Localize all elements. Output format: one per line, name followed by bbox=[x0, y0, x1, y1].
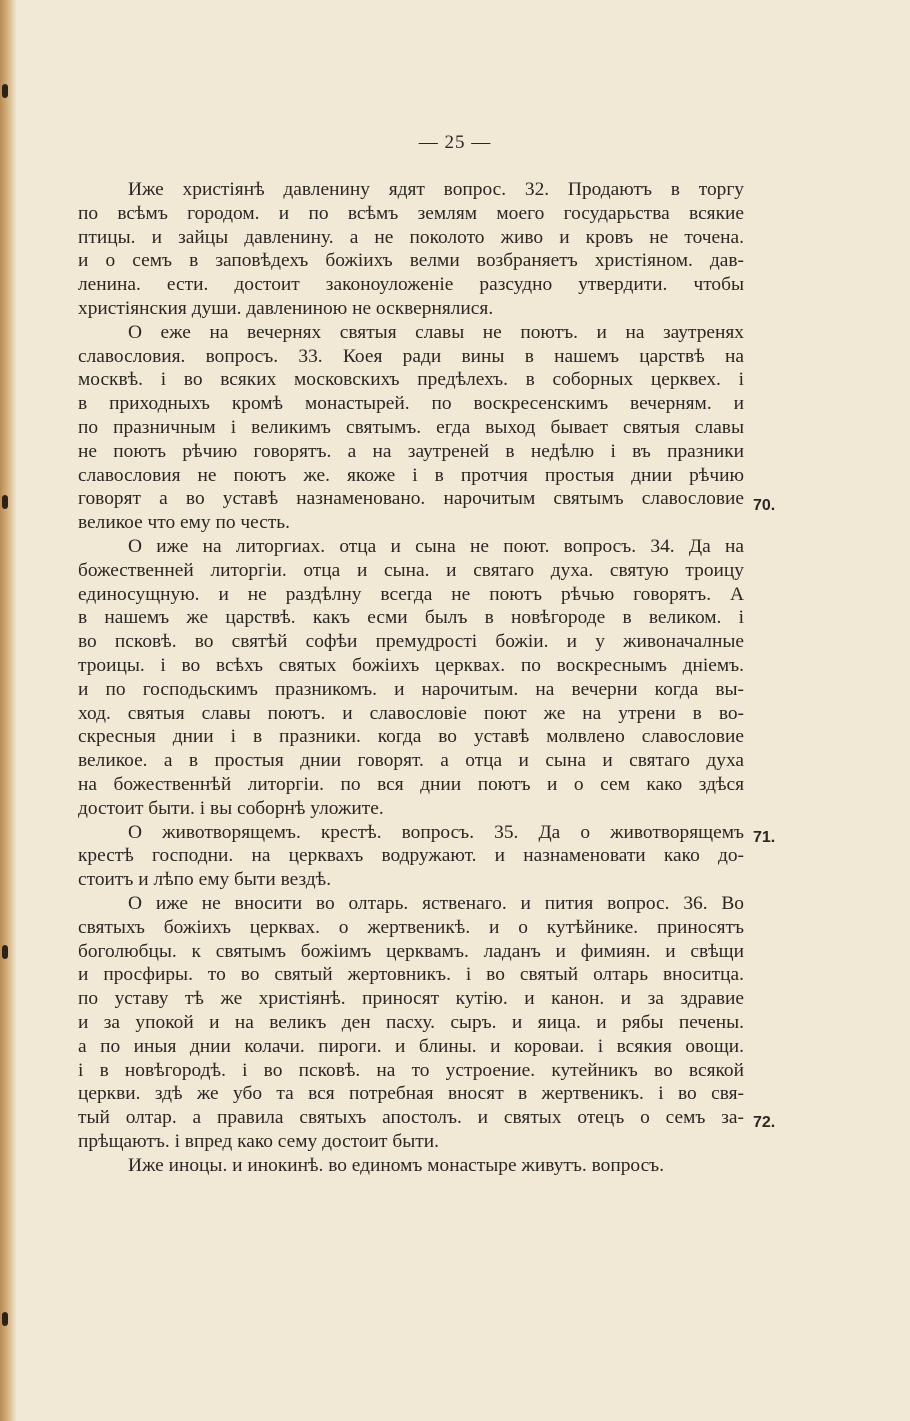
text-line: крестѣ господни. на церквахъ водружают. и назнаменовати како до- bbox=[78, 845, 744, 867]
text-line: О иже на литоргиах. отца и сына не поют. вопросъ. 34. Да на bbox=[128, 536, 744, 557]
text-line: великое что ему по честь. bbox=[78, 512, 290, 534]
text-line: птицы. и зайцы давленину. а не поколото живо и кровъ не точена. bbox=[78, 226, 744, 248]
text-line: говорят а во уставѣ назнаменовано. нарочитым святымъ славословие bbox=[78, 488, 744, 510]
text-line: и за упокой и на великъ ден пасху. сыръ. и яица. и рябы печены. bbox=[78, 1012, 744, 1033]
text-line: боголюбцы. к святымъ божiимъ церквамъ. ладанъ и фимиян. и свѣщи bbox=[78, 940, 744, 962]
text-line: ленина. ести. достоит законоуложенiе разсудно утвердити. чтобы bbox=[78, 274, 744, 296]
text-line: великое. а в простыя днии говорят. а отца и сына и святаго духа bbox=[78, 750, 744, 772]
binding-mark bbox=[2, 1312, 8, 1326]
text-line: не поютъ рѣчию говорятъ. а на заутреней в недѣлю i въ празники bbox=[78, 440, 744, 462]
text-line: на божественнѣй литоргiи. по вся днии поютъ и о сем како здѣся bbox=[78, 774, 744, 795]
text-line: божественней литоргiи. отца и сына. и святаго духа. святую троицу bbox=[78, 559, 744, 581]
text-line: и о семъ в заповѣдехъ божiихъ велми возбраняетъ христiяном. дав- bbox=[78, 250, 744, 272]
text-line: тый олтар. а правила святыхъ апостолъ. и святых отецъ о семъ за- bbox=[78, 1107, 744, 1129]
binding-mark bbox=[2, 945, 8, 959]
text-line: а по иныя днии колачи. пироги. и блины. и короваи. i всякия овощи. bbox=[78, 1035, 744, 1057]
text-line: i в новѣгородѣ. i во псковѣ. на то устроение. кутейникъ во всякой bbox=[78, 1059, 744, 1081]
text-line: ход. святыя славы поютъ. и славословiе поют же на утрени в во- bbox=[78, 702, 744, 724]
book-spine bbox=[0, 0, 16, 1421]
text-line: достоит быти. i вы соборнѣ уложите. bbox=[78, 797, 384, 819]
text-line: О иже не вносити во олтарь. яственаго. и пития вопрос. 36. Во bbox=[128, 893, 744, 914]
margin-number: 70. bbox=[753, 497, 776, 514]
binding-mark bbox=[2, 495, 8, 509]
text-line: святыхъ божiихъ церквах. о жертвеникѣ. и о кутѣйнике. приносятъ bbox=[78, 916, 744, 938]
text-line: по всѣмъ городом. и по всѣмъ землям моего государьства всякие bbox=[78, 202, 744, 224]
text-line: по празничным i великимъ святымъ. егда выход бывает святыя славы bbox=[78, 417, 744, 438]
text-line: единосущную. и не раздѣлну всегда не поютъ рѣчью говорятъ. А bbox=[78, 583, 744, 605]
text-line: в нашемъ же царствѣ. какъ есми былъ в новѣгороде в великом. i bbox=[78, 607, 744, 629]
text-line: О еже на вечернях святыя славы не поютъ. и на заутренях bbox=[128, 321, 744, 343]
text-line: по уставу тѣ же христiянѣ. приносят кутiю. и канон. и за здравие bbox=[78, 988, 744, 1010]
text-line: О животворящемъ. крестѣ. вопросъ. 35. Да о животворящемъ bbox=[128, 821, 744, 843]
text-line: славословия не поютъ же. якоже i в протчия простыя днии рѣчию bbox=[78, 464, 744, 486]
text-line: троицы. i во всѣхъ святых божiихъ церквах. по воскреснымъ днiемъ. bbox=[78, 655, 744, 676]
text-line: москвѣ. i во всяких московскихъ предѣлехъ. в соборных церквех. i bbox=[78, 369, 744, 391]
text-line: славословия. вопросъ. 33. Коея ради вины в нашемъ царствѣ на bbox=[78, 345, 744, 367]
binding-mark bbox=[2, 84, 8, 98]
text-line: стоитъ и лѣпо ему быти вездѣ. bbox=[78, 869, 332, 891]
text-line: и просфиры. то во святый жертовникъ. i во святый олтарь вноситца. bbox=[78, 964, 744, 986]
text-line: прѣщаютъ. i впред како сему достоит быти. bbox=[78, 1131, 439, 1152]
text-line: Иже христiянѣ давленину ядят вопрос. 32. Продаютъ в торгу bbox=[128, 179, 744, 200]
text-line: Иже иноцы. и инокинѣ. во единомъ монастыре живутъ. вопросъ. bbox=[128, 1154, 665, 1176]
margin-number: 71. bbox=[753, 829, 776, 846]
margin-number: 72. bbox=[753, 1114, 776, 1131]
text-line: христiянския души. давлениною не осквернялися. bbox=[78, 298, 494, 319]
text-line: в приходныхъ кромѣ монастырей. по воскресенскимъ вечерням. и bbox=[78, 393, 744, 415]
page-number: — 25 — bbox=[418, 132, 492, 153]
text-line: церкви. здѣ же убо та вся потребная вносят в жертвеникъ. i во свя- bbox=[78, 1083, 744, 1105]
text-line: и по господьскимъ празникомъ. и нарочитым. на вечерни когда вы- bbox=[78, 678, 744, 700]
text-line: скресныя днии i в празники. когда во уставѣ молвлено славословие bbox=[78, 726, 744, 748]
text-line: во псковѣ. во святѣй софѣи премудростi божiи. и у живоначалные bbox=[78, 631, 744, 653]
